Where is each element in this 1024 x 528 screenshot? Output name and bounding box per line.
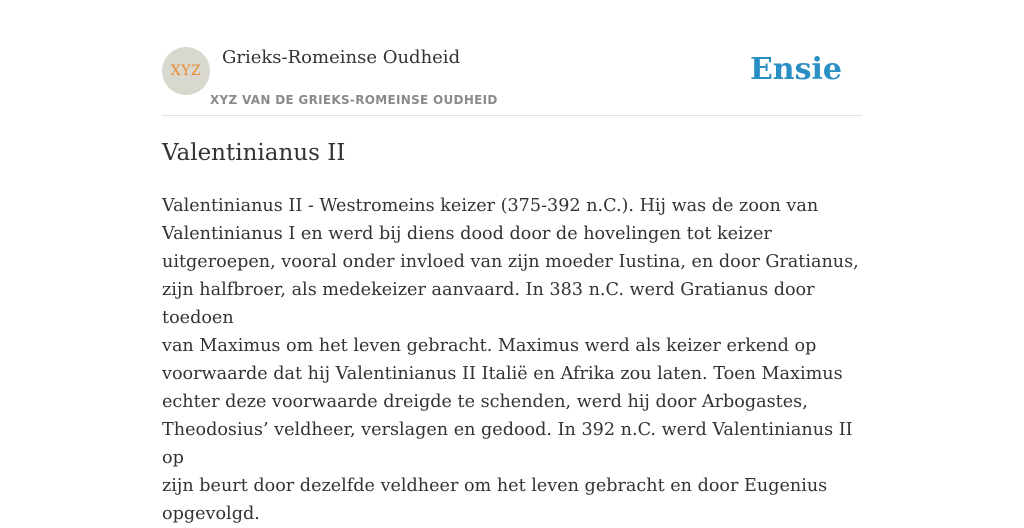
source-avatar[interactable]: XYZ (162, 47, 210, 95)
article-title: Valentinianus II (162, 140, 346, 166)
source-header (162, 44, 862, 116)
ensie-logo-link[interactable]: Ensie (749, 52, 842, 87)
source-subtitle: XYZ VAN DE GRIEKS-ROMEINSE OUDHEID (210, 93, 498, 107)
source-title-link[interactable]: Grieks-Romeinse Oudheid (222, 47, 461, 68)
article-body: Valentinianus II - Westromeins keizer (375-392 n.C.). Hij was de zoon van Valentinianus I en werd bij diens dood door de hovelingen tot keizer uitgeroepen, vooral onder invloed van zijn moeder Iustina, en door Gratianus, zijn halfbroer, als medekeizer aanvaard. In 383 n.C. werd Gratianus door toedoen van Maximus om het leven gebracht. Maximus werd als keizer erkend op voorwaarde dat hij Valentinianus II Italië en Afrika zou laten. Toen Maximus echter deze voorwaarde dreigde te schenden, werd hij door Arbogastes, Theodosius’ veldheer, verslagen en gedood. In 392 n.C. werd Valentinianus II op zijn beurt door dezelfde veldheer om het leven gebracht en door Eugenius opgevolgd. (162, 196, 859, 524)
